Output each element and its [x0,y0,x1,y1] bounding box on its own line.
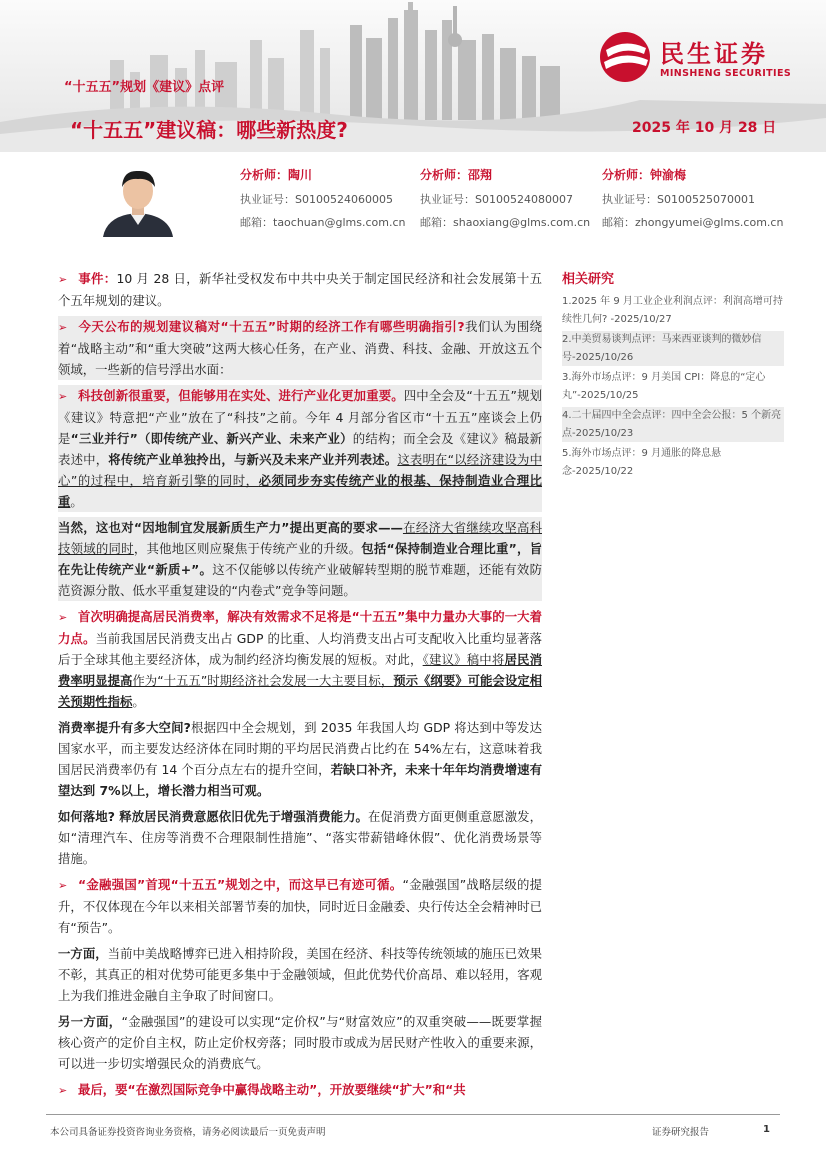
paragraph-consumption-space: 消费率提升有多大空间?根据四中全会规划，到 2035 年我国人均 GDP 将达到中等发达国家水平，而主要发达经济体在同时期的平均居民消费占比约在 54%左右，这意味着我国居民消费率仍有 14 个百分点左右的提升空间，若缺口补齐，未来十年年均消费增速有望达到 7%以上，增长潜力相当可观。 [58,720,542,798]
paragraph-finance-one: 一方面，当前中美战略博弈已进入相持阶段，美国在经济、科技等传统领域的施压已效果不彰，其真正的相对优势可能更多集中于金融领域，但此优势代价高昂、难以轻用，客观上为我们推进金融自主争取了时间窗口。 [58,946,543,1003]
footer-disclaimer: 本公司具备证券投资咨询业务资格，请务必阅读最后一页免责声明 [50,1127,326,1138]
page-number: 1 [763,1124,770,1135]
analyst-name: 分析师：邵翔 [420,168,493,182]
paragraph-opening: ➢ 最后，要“在激烈国际竞争中赢得战略主动”，开放要继续“扩大”和“共 [58,1079,542,1101]
bullet-arrow-icon: ➢ [58,879,68,892]
footer-divider [46,1114,780,1115]
analyst-1 [240,166,405,237]
analyst-email[interactable]: 邮箱：taochuan@glms.com.cn [240,216,406,229]
related-research-item[interactable]: 4.二十届四中全会点评：四中全会公报：5 个新亮点-2025/10/23 [562,407,784,442]
bullet-arrow-icon: ➢ [58,321,68,334]
report-body [58,268,542,1106]
analyst-cert: 执业证号：S0100525070001 [602,193,755,206]
related-research [562,268,784,483]
analyst-cert: 执业证号：S0100524060005 [240,193,393,206]
analyst-name: 分析师：钟渝梅 [602,168,687,182]
paragraph-finance-two: 另一方面，“金融强国”的建设可以实现“定价权”与“财富效应”的双重突破——既要掌握核心资产的定价自主权，防止定价权旁落；同时股市或成为居民财产性收入的重要来源，可以进一步切实增强民众的消费底气。 [58,1014,543,1071]
bullet-arrow-icon: ➢ [58,1084,68,1097]
bullet-arrow-icon: ➢ [58,611,68,624]
analyst-email[interactable]: 邮箱：shaoxiang@glms.com.cn [420,216,591,229]
analyst-2 [420,166,590,237]
header-banner [0,0,826,152]
paragraph-implementation: 如何落地? 释放居民消费意愿依旧优先于增强消费能力。在促消费方面更侧重意愿激发，如“清理汽车、住房等消费不合理限制性措施”、“落实带薪错峰休假”、优化消费场景等措施。 [58,809,542,866]
related-research-item[interactable]: 1.2025 年 9 月工业企业利润点评：利润高增可持续性几何? -2025/10/27 [562,296,783,325]
analyst-photo [99,159,177,237]
report-date: 2025 年 10 月 28 日 [632,120,777,136]
logo-subtext: MINSHENG SECURITIES [660,68,792,79]
logo-text: 民生证券 [660,40,768,68]
related-research-item[interactable]: 2.中美贸易谈判点评：马来西亚谈判的微妙信号-2025/10/26 [562,331,784,366]
related-research-item[interactable]: 3.海外市场点评：9 月美国 CPI：降息的“定心丸”-2025/10/25 [562,372,766,401]
bullet-arrow-icon: ➢ [58,273,68,286]
analyst-email[interactable]: 邮箱：zhongyumei@glms.com.cn [602,216,784,229]
report-title: “十五五”建议稿：哪些新热度? [70,118,348,142]
minsheng-logo-icon [598,30,656,84]
paragraph-event: ➢ 事件：10 月 28 日，新华社受权发布中共中央关于制定国民经济和社会发展第十五个五年规划的建议。 [58,271,542,308]
analyst-3 [602,166,783,237]
paragraph-new-productivity: 当然，这也对“因地制宜发展新质生产力”提出更高的要求——在经济大省继续攻坚高科技领域的同时，其他地区则应聚焦于传统产业的升级。包括“保持制造业合理比重”，旨在先让传统产业“新质+”。这不仅能够以传统产业破解转型期的脱节难题，还能有效防范资源分散、低水平重复建设的“内卷式”竞争等问题。 [58,517,542,601]
paragraph-consumption: ➢ 首次明确提高居民消费率，解决有效需求不足将是“十五五”集中力量办大事的一大着力点。当前我国居民消费支出占 GDP 的比重、人均消费支出占可支配收入比重均显著落后于全球其他主要经济体，成为制约经济均衡发展的短板。对此，《建议》稿中将居民消费率明显提高作为“十五五”时期经济社会发展一大主要目标，预示《纲要》可能会设定相关预期性指标。 [58,609,543,709]
bullet-arrow-icon: ➢ [58,390,68,403]
analyst-cert: 执业证号：S0100524080007 [420,193,573,206]
related-research-title: 相关研究 [562,272,615,287]
paragraph-finance: ➢ “金融强国”首现“十五五”规划之中，而这早已有迹可循。“金融强国”战略层级的提升，不仅体现在今年以来相关部署节奏的加快，同时近日金融委、央行传达全会精神时已有“预告”。 [58,877,543,935]
paragraph-industry: ➢ 科技创新很重要，但能够用在实处、进行产业化更加重要。四中全会及“十五五”规划《建议》特意把“产业”放在了“科技”之前。今年 4 月部分省区市“十五五”座谈会上仍是“三业并行”（即传统产业、新兴产业、未来产业）的结构；而全会及《建议》稿最新表述中，将传统产业单独拎出，与新兴及未来产业并列表述。这表明在“以经济建设为中心”的过程中，培育新引擎的同时，必须同步夯实传统产业的根基、保持制造业合理比重。 [58,385,542,512]
footer-doc-type: 证券研究报告 [652,1127,710,1138]
minsheng-logo [598,30,808,86]
report-series: “十五五”规划《建议》点评 [64,80,225,95]
related-research-item[interactable]: 5.海外市场点评：9 月通胀的降息悬念-2025/10/22 [562,448,722,477]
analyst-name: 分析师：陶川 [240,168,313,182]
paragraph-guidance: ➢ 今天公布的规划建议稿对“十五五”时期的经济工作有哪些明确指引?我们认为围绕着“战略主动”和“重大突破”这两大核心任务，在产业、消费、科技、金融、开放这五个领域，一些新的信号浮出水面： [58,316,542,380]
